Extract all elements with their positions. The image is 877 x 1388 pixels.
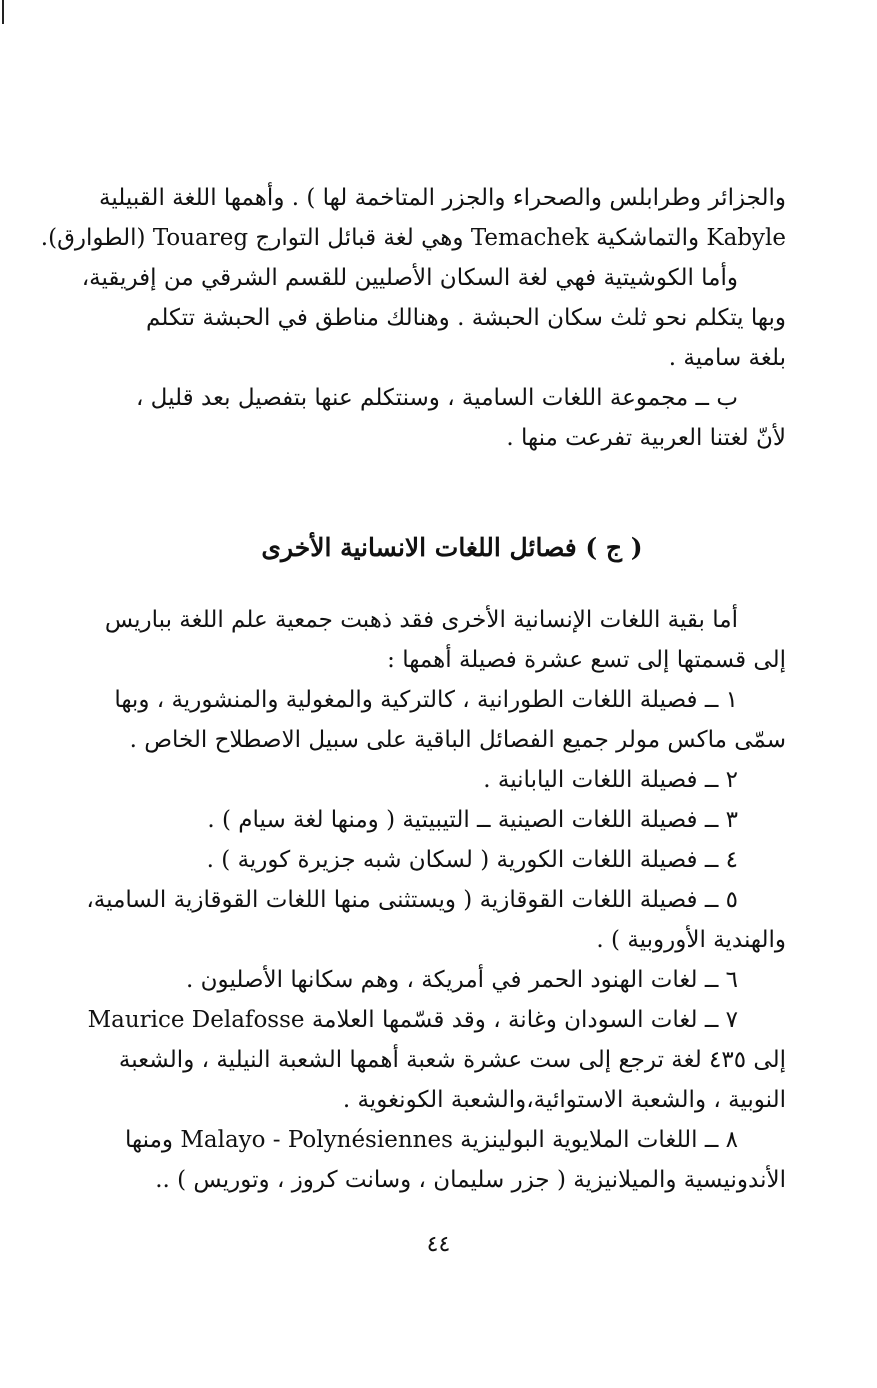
- text-line: بلغة سامية .: [668, 345, 786, 371]
- paragraph-section-c: [86, 600, 786, 1200]
- page-edge-mark: [2, 0, 4, 24]
- page-number: ٤٤: [426, 1232, 451, 1257]
- list-item-2: ٢ ــ فصيلة اللغات اليابانية .: [483, 767, 738, 793]
- list-item-7: ٧ ــ لغات السودان وغانة ، وقد قسّمها العلامة Maurice Delafosse: [87, 1007, 738, 1033]
- list-item-8: ٨ ــ اللغات الملايوية البولينزية Malayo - Polynésiennes ومنها: [125, 1127, 738, 1153]
- text-line: إلى قسمتها إلى تسع عشرة فصيلة أهمها :: [387, 647, 786, 673]
- list-item-6: ٦ ــ لغات الهنود الحمر في أمريكة ، وهم سكانها الأصليون .: [186, 967, 738, 993]
- text-line: Kabyle والتماشكية Temachek وهي لغة قبائل التوارج Touareg (الطوارق).: [40, 225, 786, 251]
- section-heading: ( ج ) فصائل اللغات الانسانية الأخرى: [261, 533, 643, 562]
- text-line: لأنّ لغتنا العربية تفرعت منها .: [506, 425, 786, 451]
- text-line: أما بقية اللغات الإنسانية الأخرى فقد ذهبت جمعية علم اللغة بباريس: [104, 607, 738, 633]
- text-line: والهندية الأوروبية ) .: [596, 927, 786, 953]
- list-item-4: ٤ ــ فصيلة اللغات الكورية ( لسكان شبه جزيرة كورية ) .: [206, 847, 738, 873]
- text-line: النوبية ، والشعبة الاستوائية،والشعبة الكونغوية .: [342, 1087, 786, 1113]
- list-item-1: ١ ــ فصيلة اللغات الطورانية ، كالتركية والمغولية والمنشورية ، وبها: [114, 687, 738, 713]
- text-line: وبها يتكلم نحو ثلث سكان الحبشة . وهنالك مناطق في الحبشة تتكلم: [146, 305, 786, 331]
- paragraph-section-a: [40, 178, 786, 458]
- text-line: وأما الكوشيتية فهي لغة السكان الأصليين للقسم الشرقي من إفريقية،: [81, 265, 738, 291]
- list-item-3: ٣ ــ فصيلة اللغات الصينية ــ التيبيتية ( ومنها لغة سيام ) .: [207, 807, 738, 833]
- list-item-5: ٥ ــ فصيلة اللغات القوقازية ( ويستثنى منها اللغات القوقازية السامية،: [86, 887, 738, 913]
- text-line: سمّى ماكس مولر جميع الفصائل الباقية على سبيل الاصطلاح الخاص .: [129, 727, 786, 753]
- text-line: والجزائر وطرابلس والصحراء والجزر المتاخمة لها ) . وأهمها اللغة القبيلية: [99, 185, 786, 211]
- text-line: إلى ٤٣٥ لغة ترجع إلى ست عشرة شعبة أهمها الشعبة النيلية ، والشعبة: [118, 1047, 786, 1073]
- text-line: الأندونيسية والميلانيزية ( جزر سليمان ، وسانت كروز ، وتوريس ) ..: [155, 1167, 786, 1193]
- text-line: ب ــ مجموعة اللغات السامية ، وسنتكلم عنها بتفصيل بعد قليل ،: [135, 385, 738, 411]
